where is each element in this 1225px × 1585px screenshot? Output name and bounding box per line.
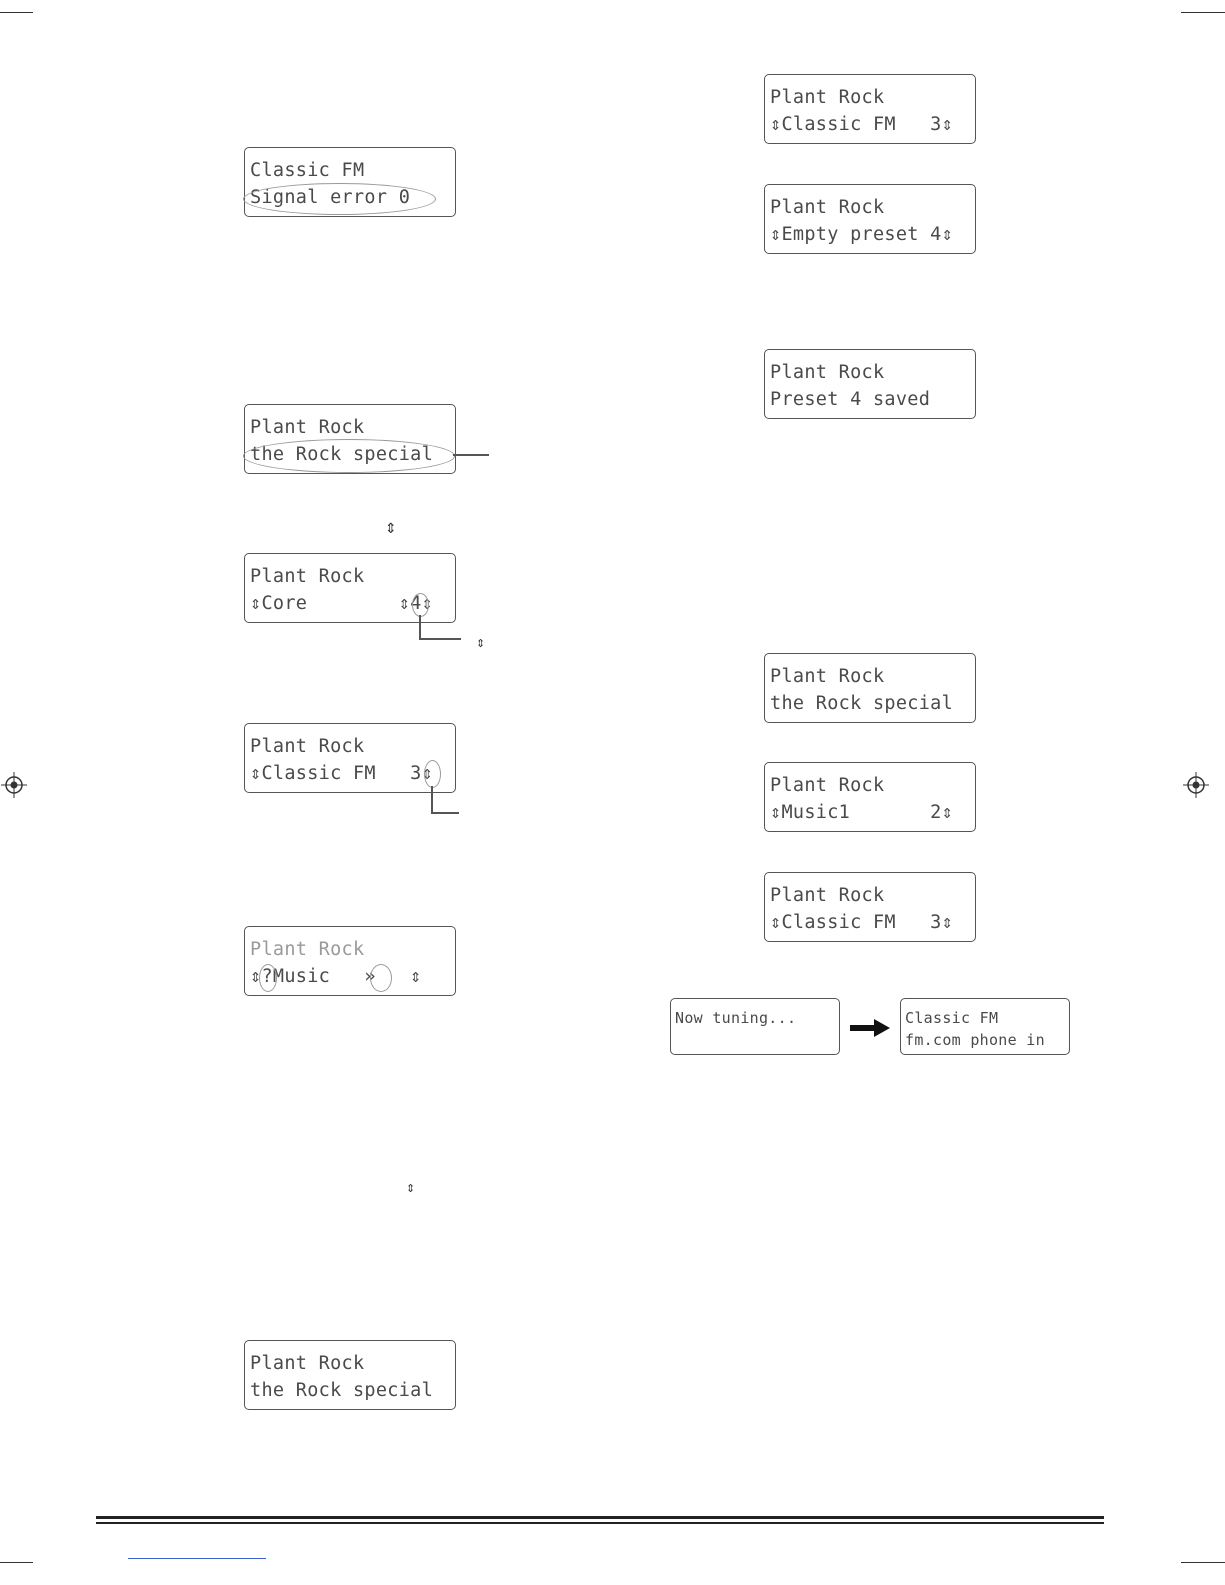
lcd-line-2: Preset 4 saved bbox=[770, 389, 931, 410]
lcd-line-2: ⇕?Music » ⇕ bbox=[250, 966, 422, 987]
lcd-line-1: Plant Rock bbox=[250, 566, 365, 587]
lcd-line-1: Plant Rock bbox=[770, 775, 885, 796]
lcd-line-1: Classic FM bbox=[250, 160, 365, 181]
lcd-line-2: ⇕Music1 2⇕ bbox=[770, 802, 954, 823]
lcd-line-1: Plant Rock bbox=[770, 197, 885, 218]
updown-arrow-icon: ⇕ bbox=[385, 521, 397, 537]
lcd-display-classic-fm-tuned bbox=[900, 998, 1070, 1055]
crop-mark bbox=[1181, 1562, 1225, 1563]
lcd-line-2: ⇕Core ⇕4⇕ bbox=[250, 593, 434, 614]
lcd-display-rock-special-2 bbox=[244, 1340, 456, 1410]
lcd-line-1: Now tuning... bbox=[675, 1009, 797, 1027]
callout-line bbox=[431, 812, 459, 814]
lcd-display-now-tuning bbox=[670, 998, 840, 1055]
footer-rule-thick bbox=[96, 1516, 1104, 1519]
lcd-display-preset-saved bbox=[764, 349, 976, 419]
callout-line bbox=[419, 615, 421, 639]
callout-line bbox=[431, 786, 433, 813]
arrow-right-icon bbox=[850, 1018, 890, 1038]
lcd-line-1: Plant Rock bbox=[770, 362, 885, 383]
crop-mark bbox=[0, 1562, 33, 1563]
lcd-line-2: the Rock special bbox=[770, 693, 954, 714]
lcd-line-1: Plant Rock bbox=[250, 417, 365, 438]
callout-line bbox=[419, 638, 461, 640]
footer-rule-thin bbox=[96, 1522, 1104, 1524]
updown-arrow-icon: ⇕ bbox=[476, 637, 486, 650]
lcd-line-2: fm.com phone in bbox=[905, 1031, 1045, 1049]
registration-mark-icon bbox=[1183, 772, 1209, 798]
highlight-circle bbox=[412, 593, 429, 617]
lcd-line-2: ⇕Classic FM 3⇕ bbox=[770, 912, 954, 933]
lcd-line-2: the Rock special bbox=[250, 444, 434, 465]
callout-line bbox=[453, 454, 489, 456]
highlight-circle bbox=[424, 760, 441, 788]
lcd-display-empty-preset bbox=[764, 184, 976, 254]
lcd-display-rock-special-3 bbox=[764, 653, 976, 723]
lcd-line-1: Plant Rock bbox=[250, 736, 365, 757]
highlight-ellipse bbox=[243, 183, 436, 215]
highlight-ellipse bbox=[243, 439, 455, 473]
lcd-line-1: Plant Rock bbox=[250, 939, 365, 960]
lcd-display-music bbox=[244, 926, 456, 996]
lcd-line-1: Plant Rock bbox=[770, 885, 885, 906]
highlight-circle bbox=[259, 964, 277, 992]
lcd-line-2: ⇕Empty preset 4⇕ bbox=[770, 224, 954, 245]
footer-link-underline bbox=[128, 1558, 266, 1559]
lcd-line-1: Plant Rock bbox=[770, 666, 885, 687]
lcd-line-2: ⇕Classic FM 3⇕ bbox=[250, 763, 434, 784]
lcd-display-classic-fm bbox=[244, 723, 456, 793]
highlight-circle bbox=[370, 964, 392, 992]
crop-mark bbox=[0, 12, 33, 13]
lcd-line-2 bbox=[675, 1029, 839, 1051]
lcd-line-2: the Rock special bbox=[250, 1380, 434, 1401]
updown-arrow-icon: ⇕ bbox=[406, 1182, 416, 1195]
lcd-line-2: Signal error 0 bbox=[250, 187, 411, 208]
crop-mark bbox=[1181, 12, 1225, 13]
registration-mark-icon bbox=[1, 772, 27, 798]
lcd-line-1: Plant Rock bbox=[770, 87, 885, 108]
lcd-display-classic-fm-2 bbox=[764, 872, 976, 942]
lcd-line-1: Plant Rock bbox=[250, 1353, 365, 1374]
lcd-line-1: Classic FM bbox=[905, 1009, 999, 1027]
lcd-line-2: ⇕Classic FM 3⇕ bbox=[770, 114, 954, 135]
lcd-display-music1 bbox=[764, 762, 976, 832]
lcd-display-preset-classic bbox=[764, 74, 976, 144]
